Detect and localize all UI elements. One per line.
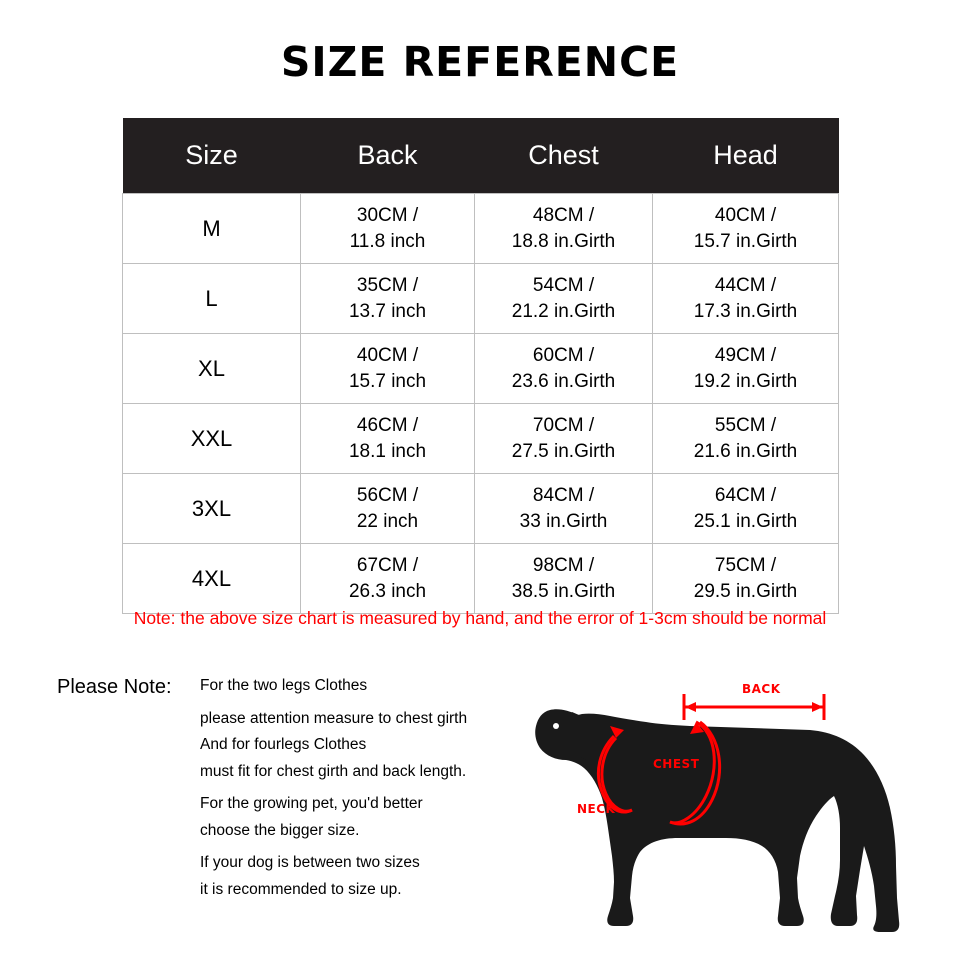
cell-chest: 70CM / 27.5 in.Girth: [475, 404, 653, 474]
list-item: choose the bigger size.: [200, 821, 360, 839]
cell-chest: 60CM / 23.6 in.Girth: [475, 334, 653, 404]
size-table: [122, 118, 839, 614]
table-row: [123, 544, 839, 614]
dog-measurement-diagram: [520, 660, 940, 945]
cell-size: 4XL: [123, 544, 301, 614]
cell-size: XL: [123, 334, 301, 404]
table-row: [123, 474, 839, 544]
cell-size: L: [123, 264, 301, 334]
cell-head: 44CM / 17.3 in.Girth: [653, 264, 839, 334]
cell-back: 67CM / 26.3 inch: [301, 544, 475, 614]
label-back: BACK: [742, 682, 781, 696]
table-row: [123, 404, 839, 474]
cell-head: 40CM / 15.7 in.Girth: [653, 194, 839, 264]
please-note-label: Please Note:: [57, 676, 172, 698]
cell-back: 30CM / 11.8 inch: [301, 194, 475, 264]
size-table-wrapper: [122, 118, 838, 614]
measurement-disclaimer: Note: the above size chart is measured by hand, and the error of 1-3cm should be normal: [133, 608, 827, 628]
cell-head: 55CM / 21.6 in.Girth: [653, 404, 839, 474]
cell-back: 46CM / 18.1 inch: [301, 404, 475, 474]
list-item: it is recommended to size up.: [200, 880, 402, 898]
column-header-chest: Chest: [475, 118, 653, 194]
cell-chest: 54CM / 21.2 in.Girth: [475, 264, 653, 334]
cell-chest: 98CM / 38.5 in.Girth: [475, 544, 653, 614]
cell-head: 49CM / 19.2 in.Girth: [653, 334, 839, 404]
list-item: For the growing pet, you'd better: [200, 795, 423, 812]
column-header-head: Head: [653, 118, 839, 194]
list-item: And for fourlegs Clothes: [200, 736, 367, 753]
list-item: If your dog is between two sizes: [200, 854, 420, 871]
table-row: [123, 334, 839, 404]
page-title: SIZE REFERENCE: [280, 38, 680, 86]
table-row: [123, 194, 839, 264]
cell-back: 56CM / 22 inch: [301, 474, 475, 544]
list-item: For the two legs Clothes: [200, 677, 368, 694]
column-header-size: Size: [123, 118, 301, 194]
please-note-list: [200, 678, 530, 914]
label-neck: NECK: [577, 802, 616, 816]
cell-size: XXL: [123, 404, 301, 474]
table-row: [123, 264, 839, 334]
cell-chest: 48CM / 18.8 in.Girth: [475, 194, 653, 264]
cell-size: 3XL: [123, 474, 301, 544]
cell-size: M: [123, 194, 301, 264]
cell-head: 75CM / 29.5 in.Girth: [653, 544, 839, 614]
column-header-back: Back: [301, 118, 475, 194]
cell-chest: 84CM / 33 in.Girth: [475, 474, 653, 544]
cell-back: 35CM / 13.7 inch: [301, 264, 475, 334]
table-header-row: [123, 118, 839, 194]
label-chest: CHEST: [653, 757, 700, 771]
cell-head: 64CM / 25.1 in.Girth: [653, 474, 839, 544]
list-item: please attention measure to chest girth: [200, 709, 468, 727]
cell-back: 40CM / 15.7 inch: [301, 334, 475, 404]
list-item: must fit for chest girth and back length.: [200, 762, 467, 780]
